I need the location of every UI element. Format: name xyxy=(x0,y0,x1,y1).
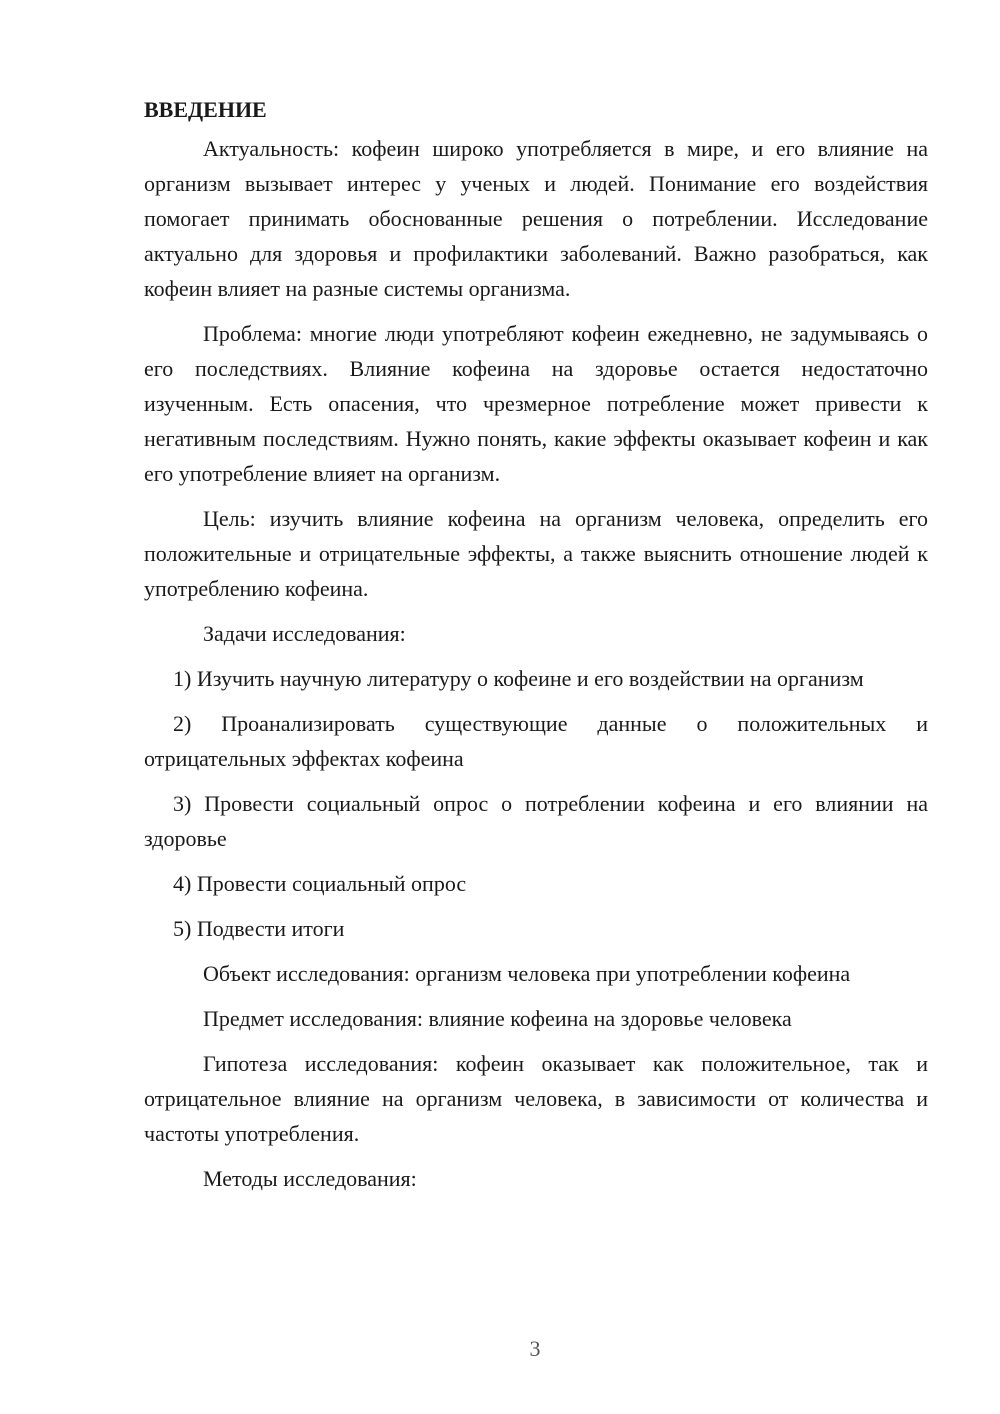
task-item-1: 1) Изучить научную литературу о кофеине и его воздействии на организм xyxy=(173,666,864,691)
task-item-4: 4) Провести социальный опрос xyxy=(173,871,467,896)
goal-paragraph: Цель: изучить влияние кофеина на организм человека, определить его положительные и отрицательные эффекты, а также выяснить отношение людей к употреблению кофеина. xyxy=(144,506,928,601)
task-item-2: 2) Проанализировать существующие данные о положительных и отрицательных эффектах кофеина xyxy=(144,711,928,771)
task-item-5: 5) Подвести итоги xyxy=(173,916,345,941)
problem-paragraph: Проблема: многие люди употребляют кофеин ежедневно, не задумываясь о его последствиях. Влияние кофеина на здоровье остается недостаточно изученным. Есть опасения, что чрезмерное потребление может привести к негативным последствиям. Нужно понять, какие эффекты оказывает кофеин и как его употребление влияет на организм. xyxy=(144,321,928,486)
subject-paragraph: Предмет исследования: влияние кофеина на здоровье человека xyxy=(203,1006,792,1031)
tasks-heading: Задачи исследования: xyxy=(203,621,406,646)
section-title: ВВЕДЕНИЕ xyxy=(144,97,267,122)
page-content xyxy=(144,92,928,1206)
page-number: 3 xyxy=(529,1336,541,1361)
relevance-paragraph: Актуальность: кофеин широко употребляется в мире, и его влияние на организм вызывает интерес у ученых и людей. Понимание его воздействия помогает принимать обоснованные решения о потреблении. Исследование актуально для здоровья и профилактики заболеваний. Важно разобраться, как кофеин влияет на разные системы организма. xyxy=(144,136,928,301)
task-item-3: 3) Провести социальный опрос о потреблении кофеина и его влиянии на здоровье xyxy=(144,791,928,851)
hypothesis-paragraph: Гипотеза исследования: кофеин оказывает как положительное, так и отрицательное влияние на организм человека, в зависимости от количества и частоты употребления. xyxy=(144,1051,928,1146)
methods-heading: Методы исследования: xyxy=(203,1166,417,1191)
object-paragraph: Объект исследования: организм человека при употреблении кофеина xyxy=(203,961,851,986)
